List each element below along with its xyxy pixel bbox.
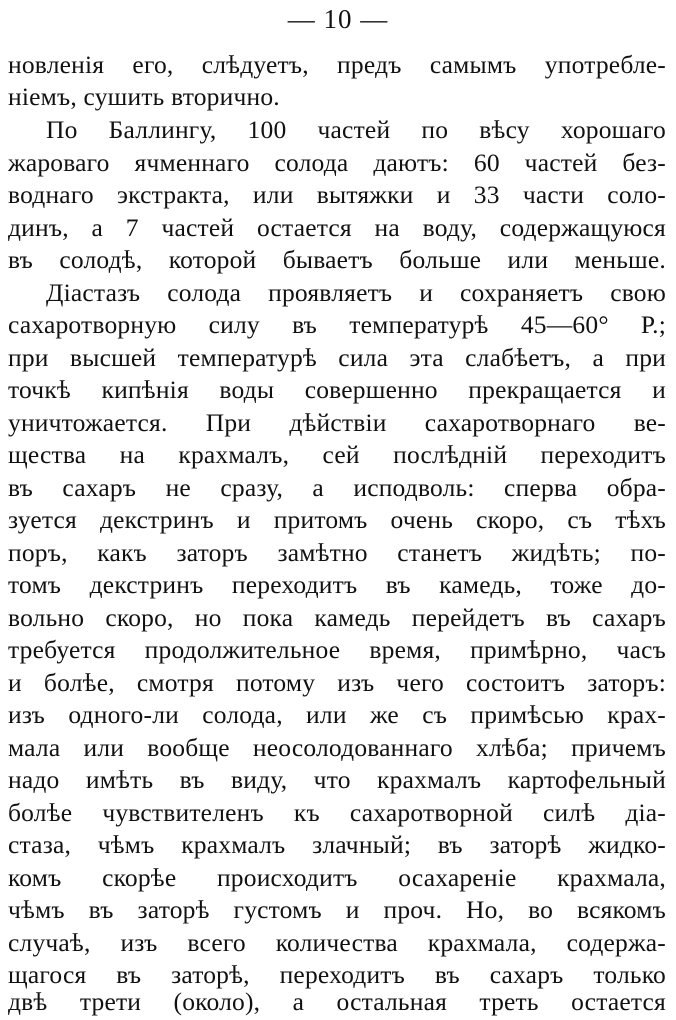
text-line-5: воднаго экстракта, или вытяжки и 33 части соло- [8, 180, 666, 209]
text-line-11: точкѣ кипѣнія воды совершенно прекращается и [8, 375, 666, 404]
text-line-16: поръ, какъ заторъ замѣтно станетъ жидѣть; по- [8, 538, 666, 567]
text-line-8: Діастазъ солода проявляетъ и сохраняетъ свою [46, 278, 666, 307]
text-line-27: чѣмъ въ заторѣ густомъ и проч. Но, во всякомъ [8, 895, 666, 924]
text-line-25: стаза, чѣмъ крахмалъ злачный; въ заторѣ жидко- [8, 830, 666, 859]
text-line-18: вольно скоро, но пока камедь перейдетъ въ сахаръ [8, 603, 666, 632]
text-line-26: комъ скорѣе происходитъ осахареніе крахмала, [8, 863, 666, 892]
text-line-1: новленія его, слѣдуетъ, предъ самымъ употребле- [8, 50, 666, 79]
text-line-20: и болѣе, смотря потому изъ чего состоитъ заторъ: [8, 668, 666, 697]
text-line-17: томъ декстринъ переходитъ въ камедь, тоже до- [8, 570, 666, 599]
text-line-30: двѣ трети (около), а остальная треть остается [8, 987, 666, 1016]
text-line-21: изъ одного-ли солода, или же съ примѣсью крах- [8, 700, 666, 729]
text-line-12: уничтожается. При дѣйствіи сахаротворнаго ве- [8, 408, 666, 437]
text-line-28: случаѣ, изъ всего количества крахмала, содержа- [8, 928, 666, 957]
text-line-19: требуется продолжительное время, примѣрно, часъ [8, 635, 666, 664]
text-line-22: мала или вообще неосолодованнаго хлѣба; причемъ [8, 733, 666, 762]
text-line-3: По Баллингу, 100 частей по вѣсу хорошаго [46, 115, 666, 144]
text-line-4: жароваго ячменнаго солода даютъ: 60 частей без- [8, 148, 666, 177]
text-line-14: въ сахаръ не сразу, а исподволь: сперва обра- [8, 473, 666, 502]
text-line-7: въ солодѣ, которой бываетъ больше или меньше. [8, 245, 666, 274]
text-line-29: щагося въ заторѣ, переходитъ въ сахаръ только [8, 960, 666, 989]
text-line-10: при высшей температурѣ сила эта слабѣетъ, а при [8, 343, 666, 372]
text-line-6: динъ, а 7 частей остается на воду, содержащуюся [8, 213, 666, 242]
text-line-13: щества на крахмалъ, сей послѣдній переходитъ [8, 440, 666, 469]
text-line-24: болѣе чувствителенъ къ сахаротворной силѣ діа- [8, 798, 666, 827]
text-line-15: зуется декстринъ и притомъ очень скоро, съ тѣхъ [8, 505, 666, 534]
text-line-9: сахаротворную силу въ температурѣ 45—60° Р.; [8, 310, 666, 339]
page-number: — 10 — [287, 4, 389, 34]
text-line-23: надо имѣть въ виду, что крахмалъ картофельный [8, 765, 666, 794]
text-line-2: ніемъ, сушить вторично. [8, 82, 280, 111]
